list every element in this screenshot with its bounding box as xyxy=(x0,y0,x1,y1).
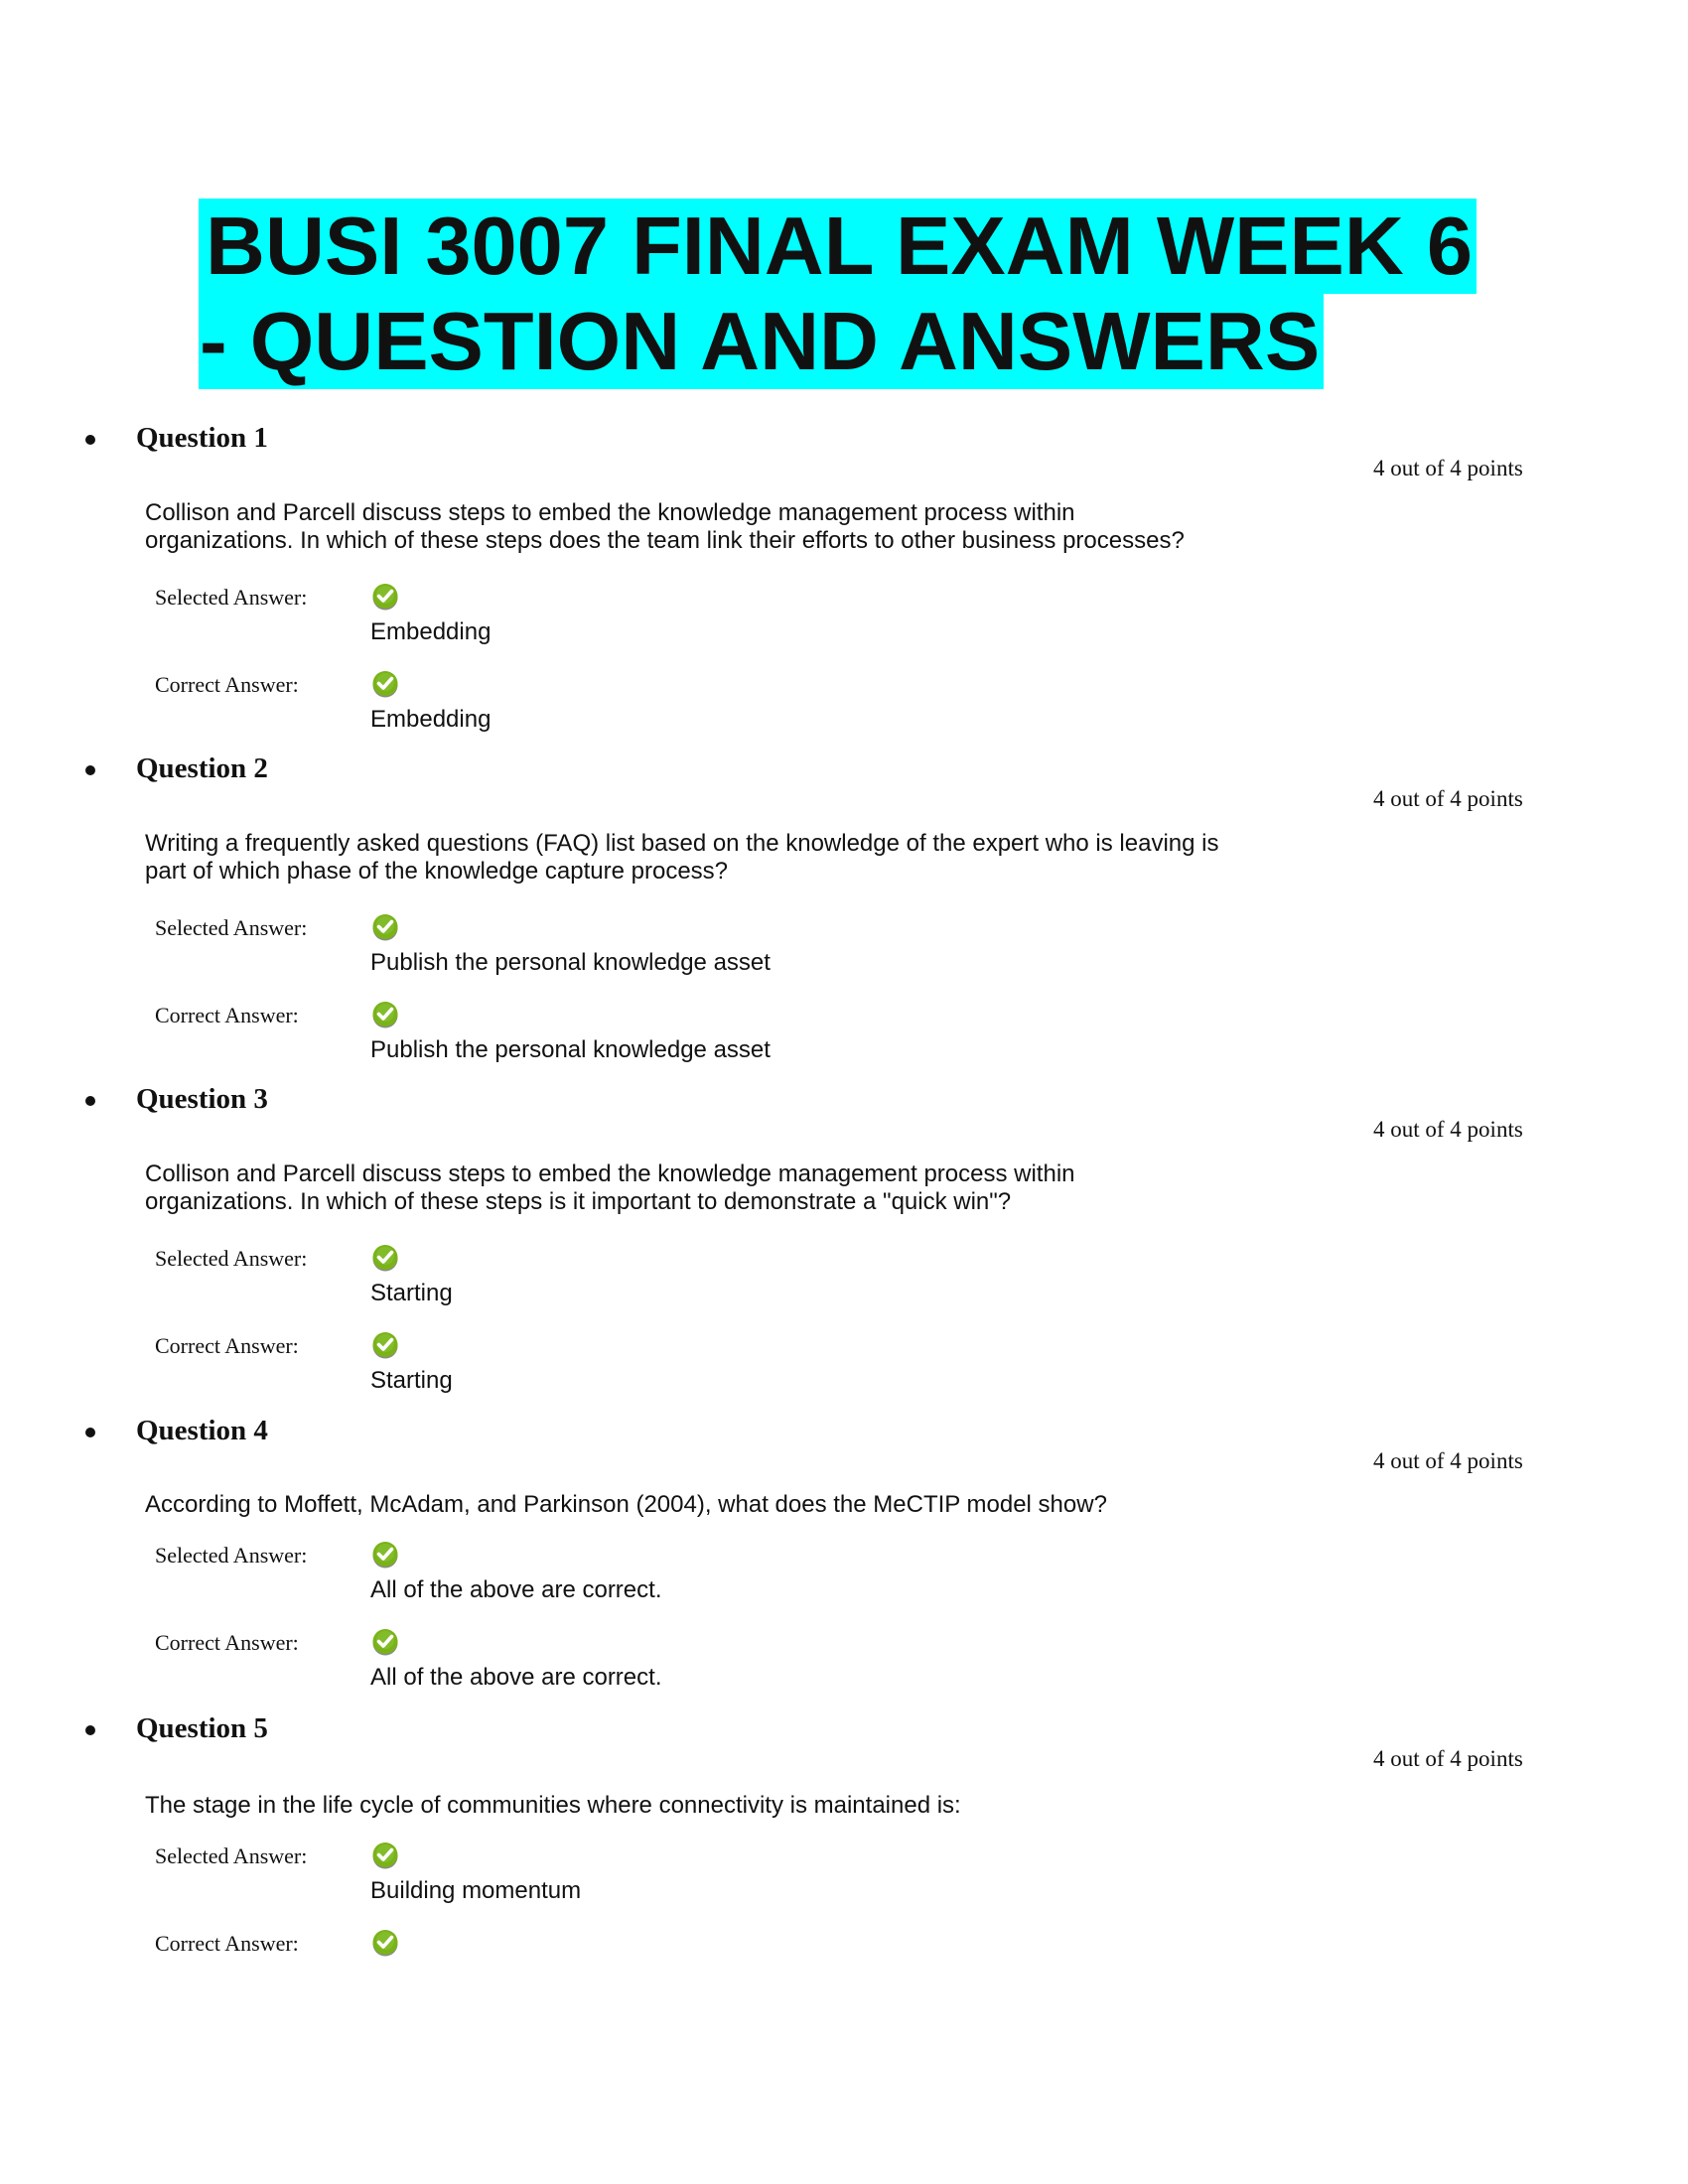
correct-answer-label: Correct Answer: xyxy=(155,1003,299,1027)
correct-answer-label: Correct Answer: xyxy=(155,1630,299,1655)
selected-answer-value: All of the above are correct. xyxy=(370,1576,662,1603)
title-highlight-2: - QUESTION AND ANSWERS xyxy=(199,294,1324,389)
question-text xyxy=(145,499,1396,555)
question-title: Question 4 xyxy=(136,1415,268,1446)
selected-answer-value: Publish the personal knowledge asset xyxy=(370,949,771,976)
points-score: 4 out of 4 points xyxy=(1373,1117,1523,1142)
check-circle-icon xyxy=(371,1628,399,1656)
points-score: 4 out of 4 points xyxy=(1373,1448,1523,1473)
question-text xyxy=(145,1792,1396,1820)
question-text xyxy=(145,1491,1396,1519)
check-circle-icon xyxy=(371,913,399,941)
selected-answer-label: Selected Answer: xyxy=(155,1246,308,1271)
correct-answer-label: Correct Answer: xyxy=(155,672,299,697)
selected-answer-value: Embedding xyxy=(370,618,492,645)
check-circle-icon xyxy=(371,1842,399,1869)
question-text-line: part of which phase of the knowledge capture process? xyxy=(145,858,729,885)
question-title: Question 3 xyxy=(136,1083,268,1115)
check-circle-icon xyxy=(371,1929,399,1957)
bullet-icon xyxy=(85,1428,95,1437)
bullet-icon xyxy=(85,765,95,775)
bullet-icon xyxy=(85,435,95,445)
bullet-icon xyxy=(85,1725,95,1735)
question-header xyxy=(0,752,1688,811)
check-circle-icon xyxy=(371,670,399,698)
question-header xyxy=(0,1083,1688,1142)
selected-answer-value: Building momentum xyxy=(370,1877,582,1904)
question-header xyxy=(0,422,1688,480)
selected-answer-value: Starting xyxy=(370,1280,453,1306)
check-circle-icon xyxy=(371,1244,399,1272)
bullet-icon xyxy=(85,1096,95,1106)
question-header xyxy=(0,1712,1688,1771)
selected-answer-label: Selected Answer: xyxy=(155,1843,308,1868)
selected-answer-label: Selected Answer: xyxy=(155,1543,308,1568)
selected-answer-label: Selected Answer: xyxy=(155,585,308,610)
correct-answer-value: Starting xyxy=(370,1367,453,1394)
selected-answer-label: Selected Answer: xyxy=(155,915,308,940)
points-score: 4 out of 4 points xyxy=(1373,456,1523,480)
question-title: Question 5 xyxy=(136,1712,268,1744)
correct-answer-value: All of the above are correct. xyxy=(370,1664,662,1691)
check-circle-icon xyxy=(371,1331,399,1359)
question-text-line: The stage in the life cycle of communities where connectivity is maintained is: xyxy=(145,1792,961,1819)
title-highlight-1: BUSI 3007 FINAL EXAM WEEK 6 xyxy=(199,199,1477,294)
title-line-1 xyxy=(199,199,1477,294)
check-circle-icon xyxy=(371,1001,399,1028)
question-text xyxy=(145,1160,1396,1216)
question-text-line: organizations. In which of these steps does the team link their efforts to other business processes? xyxy=(145,527,1185,554)
question-title: Question 1 xyxy=(136,422,268,454)
correct-answer-label: Correct Answer: xyxy=(155,1333,299,1358)
question-text-line: Collison and Parcell discuss steps to embed the knowledge management process within xyxy=(145,1160,1075,1187)
check-circle-icon xyxy=(371,583,399,611)
correct-answer-value: Embedding xyxy=(370,706,492,733)
title-line-2 xyxy=(199,294,1477,389)
question-title: Question 2 xyxy=(136,752,268,784)
question-text-line: Writing a frequently asked questions (FAQ) list based on the knowledge of the expert who is leaving is xyxy=(145,830,1219,857)
correct-answer-value: Publish the personal knowledge asset xyxy=(370,1036,771,1063)
question-text-line: Collison and Parcell discuss steps to embed the knowledge management process within xyxy=(145,499,1075,526)
question-header xyxy=(0,1415,1688,1473)
correct-answer-label: Correct Answer: xyxy=(155,1931,299,1956)
points-score: 4 out of 4 points xyxy=(1373,1746,1523,1771)
question-text xyxy=(145,830,1396,886)
question-text-line: According to Moffett, McAdam, and Parkinson (2004), what does the MeCTIP model show? xyxy=(145,1491,1107,1518)
points-score: 4 out of 4 points xyxy=(1373,786,1523,811)
check-circle-icon xyxy=(371,1541,399,1569)
question-text-line: organizations. In which of these steps is it important to demonstrate a "quick win"? xyxy=(145,1188,1012,1215)
document-title xyxy=(199,199,1477,389)
